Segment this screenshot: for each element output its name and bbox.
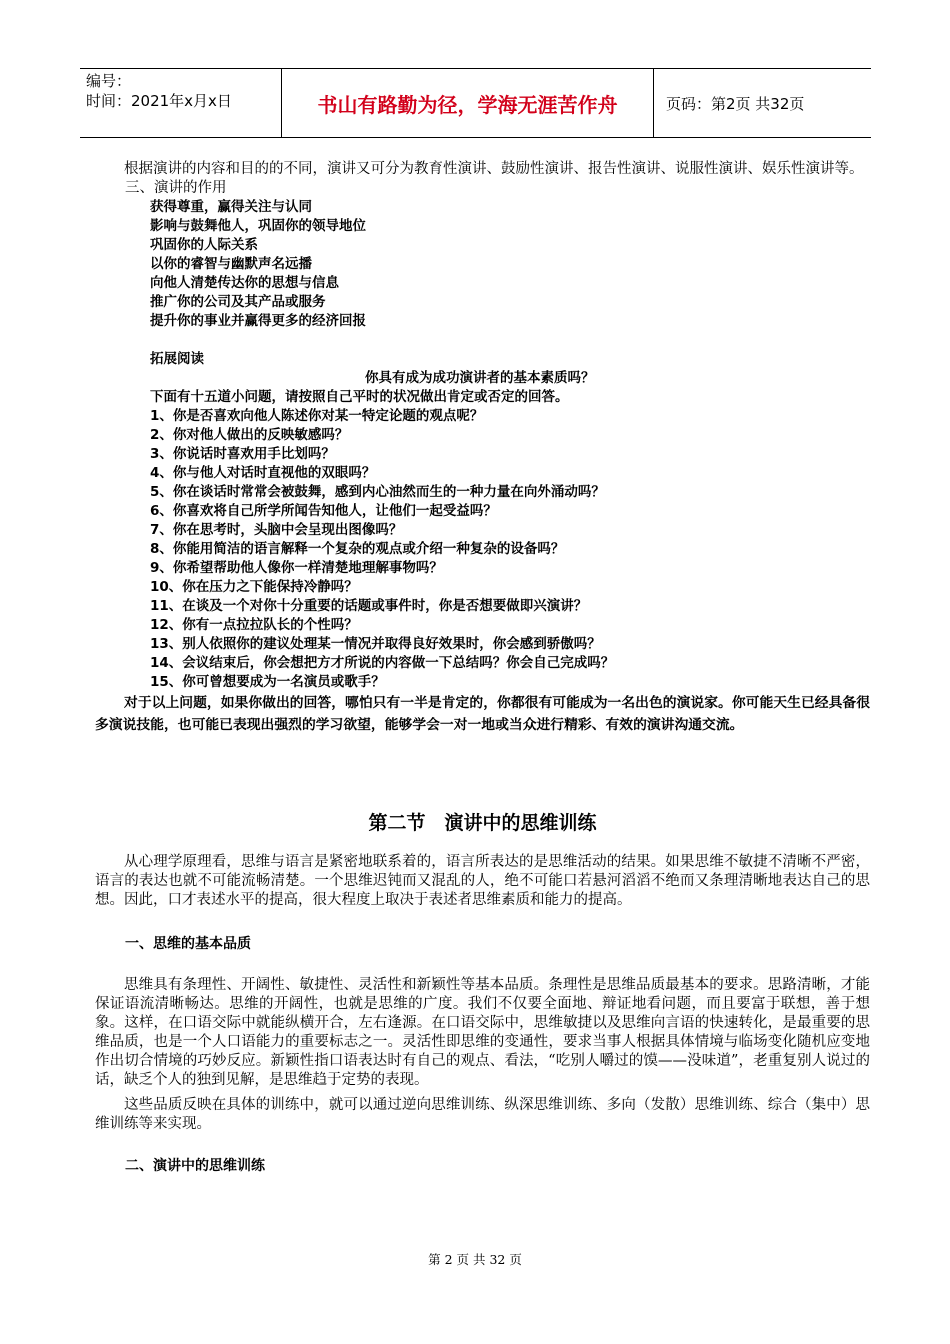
header-motto: 书山有路勤为径，学海无涯苦作舟 [282, 69, 654, 137]
quiz-title: 你具有成为成功演讲者的基本素质吗？ [365, 370, 595, 386]
function-item: 巩固你的人际关系 [150, 237, 258, 253]
questions-list [95, 407, 870, 692]
question-item: 2、你对他人做出的反映敏感吗？ [150, 427, 349, 443]
question-item: 8、你能用简洁的语言解释一个复杂的观点或介绍一种复杂的设备吗？ [150, 541, 565, 557]
question-item: 12、你有一点拉拉队长的个性吗？ [150, 617, 358, 633]
question-item: 4、你与他人对话时直视他的双眼吗？ [150, 465, 376, 481]
section-title: 三、演讲的作用 [125, 180, 227, 196]
question-item: 7、你在思考时，头脑中会呈现出图像吗？ [150, 522, 403, 538]
page-footer: 第 2 页 共 32 页 [428, 1252, 522, 1267]
question-item: 1、你是否喜欢向他人陈述你对某一特定论题的观点呢？ [150, 408, 484, 424]
page-header [80, 68, 871, 138]
header-meta [80, 69, 282, 137]
subsection-title: 二、演讲中的思维训练 [125, 1158, 265, 1174]
function-item: 提升你的事业并赢得更多的经济回报 [150, 313, 366, 329]
question-item: 10、你在压力之下能保持冷静吗？ [150, 579, 358, 595]
function-item: 向他人清楚传达你的思想与信息 [150, 275, 339, 291]
quiz-conclusion: 对于以上问题，如果你做出的回答，哪怕只有一半是肯定的，你都很有可能成为一名出色的演说家。你可能天生已经具备很多演说技能，也可能已表现出强烈的学习欲望，能够学会一对一地或当众进行精彩、有效的演讲沟通交流。 [95, 695, 870, 733]
question-item: 3、你说话时喜欢用手比划吗？ [150, 446, 335, 462]
number-label: 编号： [86, 72, 132, 90]
subsection-paragraph: 这些品质反映在具体的训练中，就可以通过逆向思维训练、纵深思维训练、多向（发散）思维训练、综合（集中）思维训练等来实现。 [95, 1097, 870, 1132]
chapter-intro: 从心理学原理看，思维与语言是紧密地联系着的，语言所表达的是思维活动的结果。如果思维不敏捷不清晰不严密，语言的表达也就不可能流畅清楚。一个思维迟钝而又混乱的人，绝不可能口若悬河滔滔不绝而又条理清晰地表达自己的思想。因此，口才表述水平的提高，很大程度上取决于表述者思维素质和能力的提高。 [95, 854, 870, 908]
extended-reading-label: 拓展阅读 [150, 351, 204, 367]
function-item: 推广你的公司及其产品或服务 [150, 294, 326, 310]
function-item: 以你的睿智与幽默声名远播 [150, 256, 312, 272]
question-item: 5、你在谈话时常常会被鼓舞，感到内心油然而生的一种力量在向外涌动吗？ [150, 484, 605, 500]
function-item: 影响与鼓舞他人，巩固你的领导地位 [150, 218, 366, 234]
functions-list [95, 198, 870, 331]
question-item: 6、你喜欢将自己所学所闻告知他人，让他们一起受益吗？ [150, 503, 497, 519]
question-item: 13、别人依照你的建议处理某一情况并取得良好效果时，你会感到骄傲吗？ [150, 636, 601, 652]
function-item: 获得尊重，赢得关注与认同 [150, 199, 312, 215]
subsection-title: 一、思维的基本品质 [125, 936, 251, 952]
time-label: 时间：2021年x月x日 [86, 92, 232, 110]
question-item: 9、你希望帮助他人像你一样清楚地理解事物吗？ [150, 560, 443, 576]
question-item: 14、会议结束后，你会想把方才所说的内容做一下总结吗？你会自己完成吗？ [150, 655, 615, 671]
quiz-intro: 下面有十五道小问题，请按照自己平时的状况做出肯定或否定的回答。 [150, 389, 569, 405]
chapter-title: 第二节 演讲中的思维训练 [368, 812, 597, 834]
header-page-info: 页码：第2页 共32页 [666, 94, 805, 113]
document-body [95, 160, 870, 1190]
intro-paragraph: 根据演讲的内容和目的的不同，演讲又可分为教育性演讲、鼓励性演讲、报告性演讲、说服性演讲、娱乐性演讲等。 [124, 161, 864, 177]
question-item: 11、在谈及一个对你十分重要的话题或事件时，你是否想要做即兴演讲？ [150, 598, 588, 614]
subsection-paragraph: 思维具有条理性、开阔性、敏捷性、灵活性和新颖性等基本品质。条理性是思维品质最基本的要求。思路清晰，才能保证语流清晰畅达。思维的开阔性，也就是思维的广度。我们不仅要全面地、辩证地看问题，而且要富于联想，善于想象。这样，在口语交际中就能纵横开合，左右逢源。在口语交际中，思维敏捷以及思维向言语的快速转化，是最重要的思维品质，也是一个人口语能力的重要标志之一。灵活性即思维的变通性，要求当事人根据具体情境与临场变化随机应变地作出切合情境的巧妙反应。新颖性指口语表达时有自己的观点、看法，“吃别人嚼过的馍——没味道”，老重复别人说过的话，缺乏个人的独到见解，是思维趋于定势的表现。 [95, 977, 870, 1088]
question-item: 15、你可曾想要成为一名演员或歌手？ [150, 674, 385, 690]
